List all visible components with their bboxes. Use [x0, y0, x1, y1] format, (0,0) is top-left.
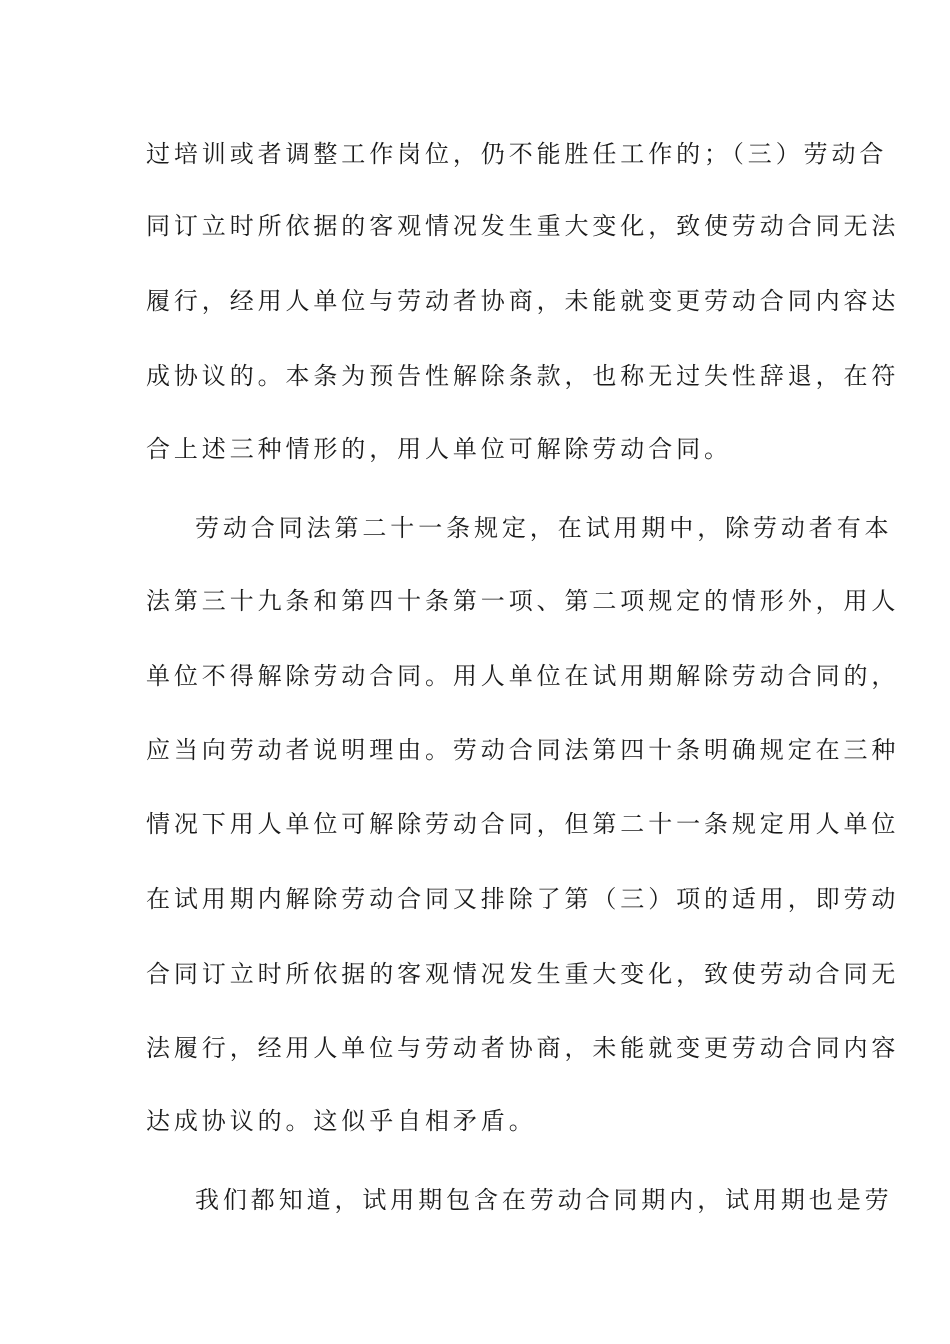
text-line: 过培训或者调整工作岗位，仍不能胜任工作的；（三）劳动合: [146, 140, 888, 168]
text-line: 履行，经用人单位与劳动者协商，未能就变更劳动合同内容达: [146, 287, 900, 315]
text-line: 单位不得解除劳动合同。用人单位在试用期解除劳动合同的，: [146, 662, 900, 690]
text-line: 同订立时所依据的客观情况发生重大变化，致使劳动合同无法: [146, 212, 900, 240]
text-line: 达成协议的。这似乎自相矛盾。: [146, 1107, 537, 1135]
text-line: 法履行，经用人单位与劳动者协商，未能就变更劳动合同内容: [146, 1034, 900, 1062]
text-line: 成协议的。本条为预告性解除条款，也称无过失性辞退，在符: [146, 362, 900, 390]
paragraph-first-line: 劳动合同法第二十一条规定，在试用期中，除劳动者有本: [195, 514, 893, 542]
text-line: 情况下用人单位可解除劳动合同，但第二十一条规定用人单位: [146, 810, 900, 838]
text-line: 应当向劳动者说明理由。劳动合同法第四十条明确规定在三种: [146, 736, 900, 764]
paragraph-first-line: 我们都知道，试用期包含在劳动合同期内，试用期也是劳: [195, 1186, 893, 1214]
text-line: 合上述三种情形的，用人单位可解除劳动合同。: [146, 435, 732, 463]
text-line: 合同订立时所依据的客观情况发生重大变化，致使劳动合同无: [146, 960, 900, 988]
text-line: 在试用期内解除劳动合同又排除了第（三）项的适用，即劳动: [146, 885, 900, 913]
text-line: 法第三十九条和第四十条第一项、第二项规定的情形外，用人: [146, 587, 900, 615]
